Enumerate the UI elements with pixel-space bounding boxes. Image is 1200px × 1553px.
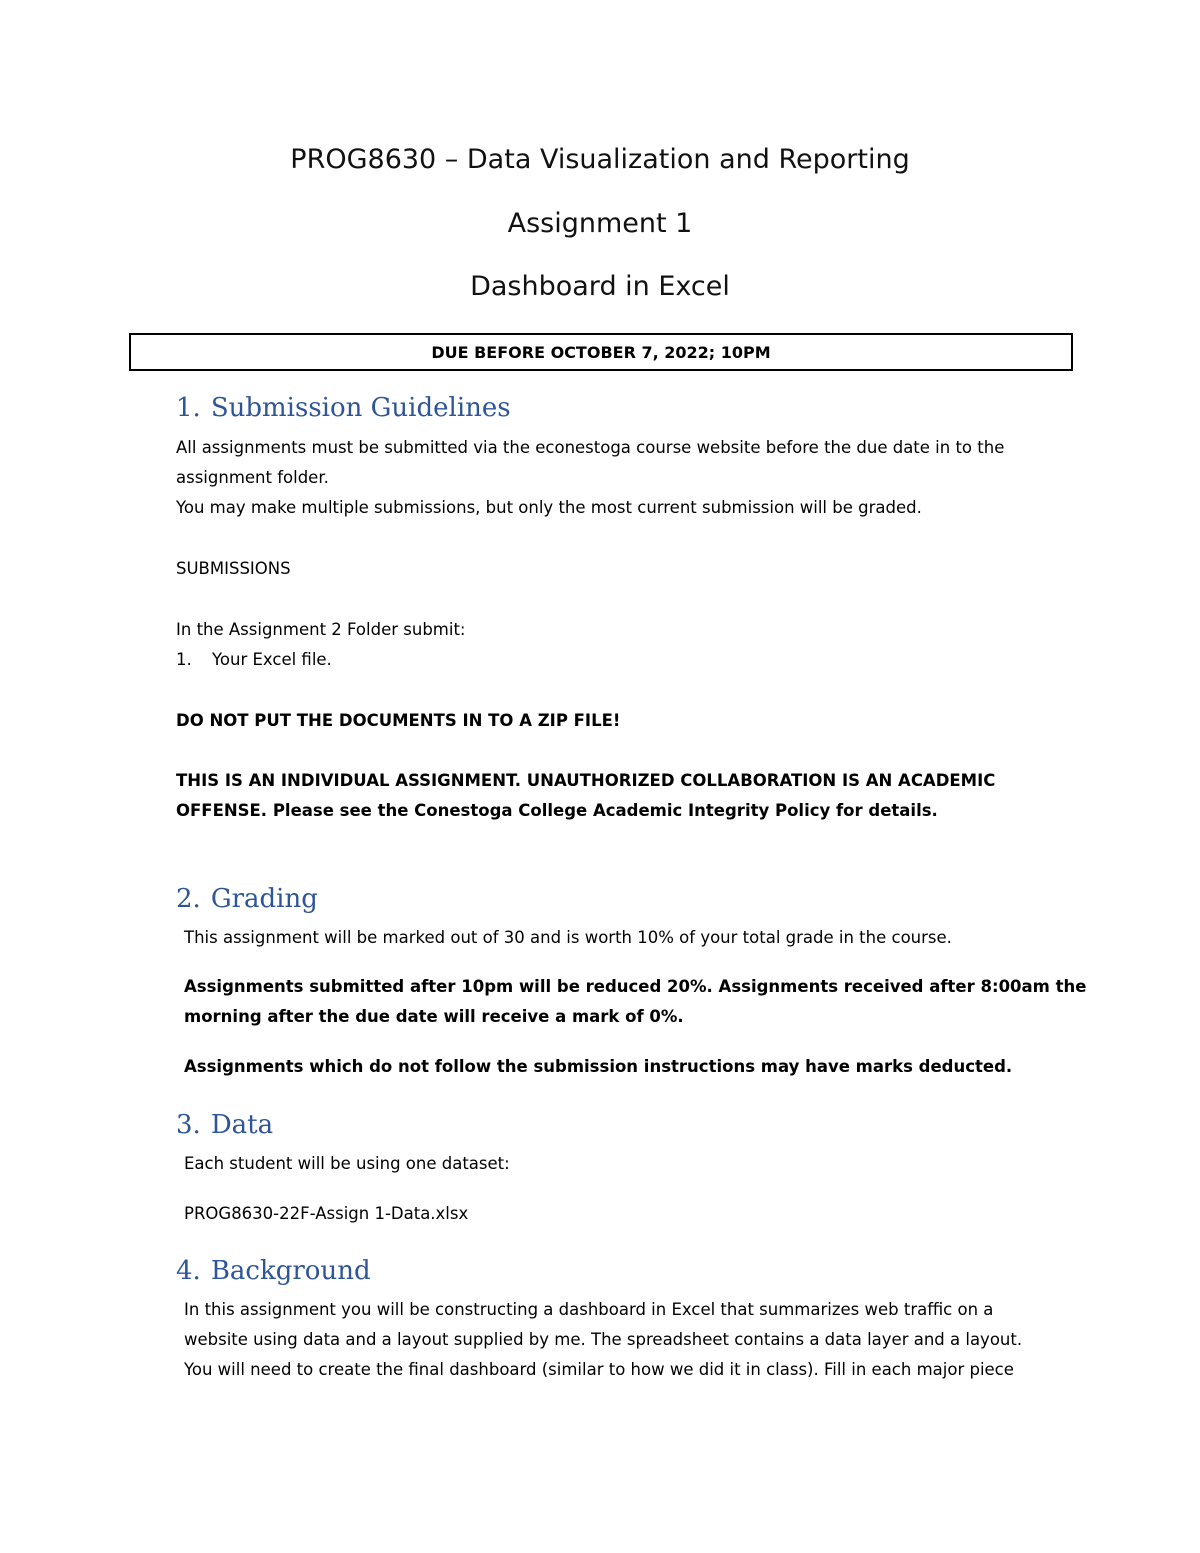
folder-line: In the Assignment 2 Folder submit: <box>176 620 466 639</box>
section-heading-background <box>176 1256 371 1286</box>
assignment-subtitle: Dashboard in Excel <box>470 271 730 302</box>
section-number: 2. <box>176 884 201 914</box>
section-number: 4. <box>176 1256 201 1286</box>
dataset-filename: PROG8630-22F-Assign 1-Data.xlsx <box>184 1204 469 1223</box>
due-date-box <box>129 333 1073 371</box>
due-date-text: DUE BEFORE OCTOBER 7, 2022; 10PM <box>431 342 771 362</box>
section-number: 1. <box>176 393 201 423</box>
late-policy-line-2: morning after the due date will receive a mark of 0%. <box>184 1007 684 1026</box>
grading-line-1: This assignment will be marked out of 30 and is worth 10% of your total grade in the course. <box>184 928 952 947</box>
assignment-title: Assignment 1 <box>507 208 693 239</box>
section-title: Submission Guidelines <box>210 393 511 423</box>
individual-warning-line-1: THIS IS AN INDIVIDUAL ASSIGNMENT. UNAUTHORIZED COLLABORATION IS AN ACADEMIC <box>176 771 996 790</box>
background-line-3: You will need to create the final dashboard (similar to how we did it in class). Fill in each major piece <box>184 1360 1014 1379</box>
section-title: Data <box>210 1110 274 1140</box>
instructions-warning: Assignments which do not follow the submission instructions may have marks deducted. <box>184 1057 1013 1076</box>
submissions-label: SUBMISSIONS <box>176 559 291 578</box>
data-line-1: Each student will be using one dataset: <box>184 1154 510 1173</box>
submission-line-1: All assignments must be submitted via the econestoga course website before the due date in to the <box>176 438 1005 457</box>
individual-warning-line-2: OFFENSE. Please see the Conestoga College Academic Integrity Policy for details. <box>176 801 938 820</box>
section-heading-grading <box>176 884 318 914</box>
late-policy-line-1: Assignments submitted after 10pm will be reduced 20%. Assignments received after 8:00am the <box>184 977 1087 996</box>
course-title: PROG8630 – Data Visualization and Reporting <box>290 144 910 175</box>
zip-warning: DO NOT PUT THE DOCUMENTS IN TO A ZIP FILE! <box>176 711 621 730</box>
submission-line-3: You may make multiple submissions, but only the most current submission will be graded. <box>176 498 922 517</box>
section-title: Grading <box>210 884 318 914</box>
background-line-2: website using data and a layout supplied by me. The spreadsheet contains a data layer and a layout. <box>184 1330 1023 1349</box>
submission-line-2: assignment folder. <box>176 468 329 487</box>
section-title: Background <box>210 1256 371 1286</box>
section-heading-submission <box>176 393 511 423</box>
background-line-1: In this assignment you will be constructing a dashboard in Excel that summarizes web traffic on a <box>184 1300 994 1319</box>
section-number: 3. <box>176 1110 201 1140</box>
list-item <box>176 645 332 675</box>
list-marker: 1. <box>176 650 192 669</box>
section-heading-data <box>176 1110 273 1140</box>
list-item-text: Your Excel file. <box>212 650 332 669</box>
